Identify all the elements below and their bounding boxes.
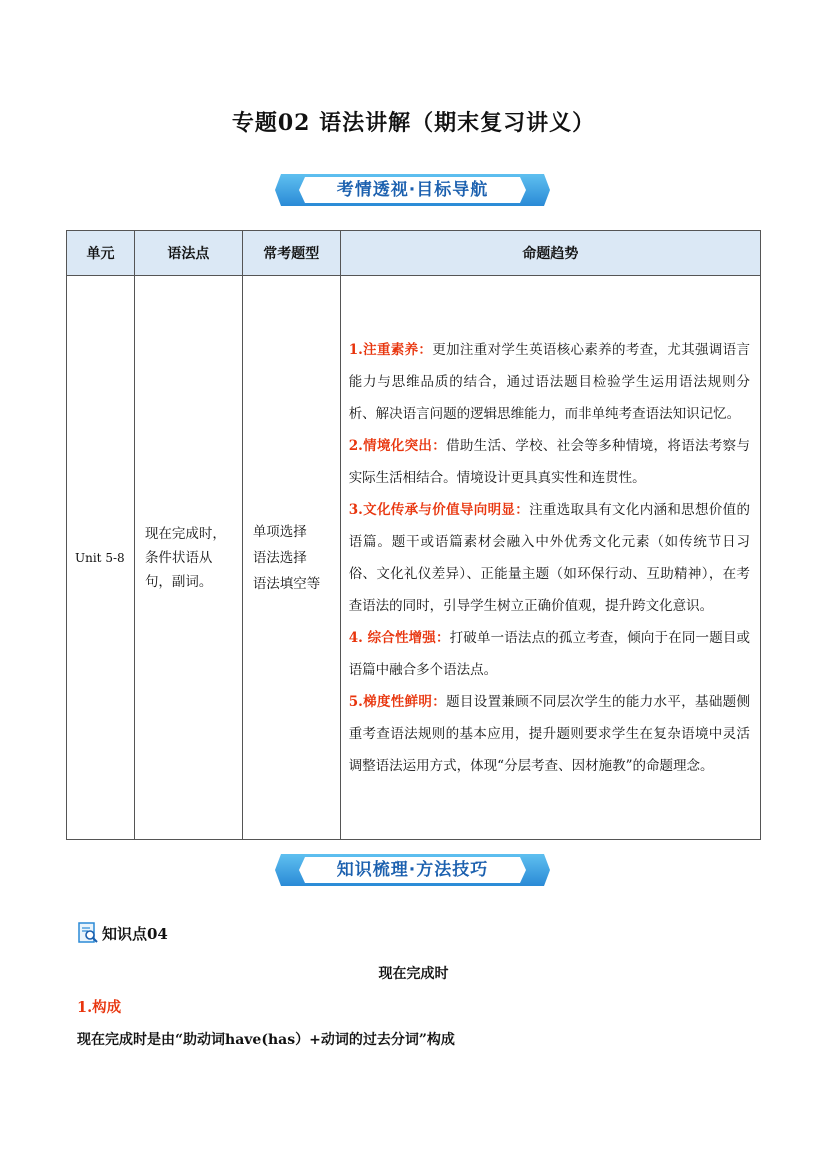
- trend-label: 4. 综合性增强：: [348, 629, 450, 646]
- trend-label: 5.梯度性鲜明：: [348, 693, 447, 710]
- banner-title: 知识梳理·方法技巧: [336, 860, 489, 880]
- header-grammar: 语法点: [134, 231, 242, 276]
- type-line: 语法填空等: [252, 575, 321, 592]
- trend-item: [349, 334, 750, 430]
- grammar-line: 条件状语从: [144, 549, 213, 566]
- banner-title: 考情透视·目标导航: [336, 180, 489, 200]
- trend-label: 3.文化传承与价值导向明显：: [348, 501, 530, 518]
- magnifier-document-icon: [77, 922, 99, 944]
- type-line: 语法选择: [252, 549, 307, 566]
- trend-label: 2.情境化突出：: [348, 437, 447, 454]
- type-line: 单项选择: [252, 523, 307, 540]
- cell-unit: Unit 5-8: [67, 276, 135, 840]
- body-sentence: 现在完成时是由“助动词have(has）+动词的过去分词”构成: [77, 1032, 455, 1048]
- trend-label: 1.注重素养：: [348, 341, 433, 358]
- header-trend: 命题趋势: [340, 231, 760, 276]
- trend-text: 更加注重对学生英语核心素养的考查，尤其强调语言能力与思维品质的结合，通过语法题目检验学生运用语法规则分析、解决语言问题的逻辑思维能力，而非单纯考查语法知识记忆。: [348, 341, 751, 422]
- grammar-line: 句，副词。: [144, 573, 213, 590]
- trend-text: 题目设置兼顾不同层次学生的能力水平，基础题侧重考查语法规则的基本应用，提升题则要求学生在复杂语境中灵活调整语法运用方式，体现“分层考查、因材施教”的命题理念。: [348, 693, 751, 774]
- trend-item: [349, 430, 750, 494]
- section-heading: 1.构成: [77, 999, 122, 1016]
- knowledge-point-heading: [77, 922, 168, 944]
- page-title: 专题02 语法讲解（期末复习讲义）: [231, 110, 596, 136]
- trend-item: [349, 622, 750, 686]
- knowledge-point-label: 知识点04: [102, 924, 168, 943]
- trend-item: [349, 686, 750, 782]
- trend-item: [349, 494, 750, 622]
- cell-grammar: [134, 276, 242, 840]
- cell-question-types: [242, 276, 340, 840]
- cell-trend: [340, 276, 760, 840]
- table-header-row: [67, 231, 761, 276]
- header-question-types: 常考题型: [242, 231, 340, 276]
- grammar-line: 现在完成时，: [144, 525, 226, 542]
- exam-analysis-table: [66, 230, 761, 840]
- banner-knowledge-methods: [275, 848, 550, 892]
- trend-text: 借助生活、学校、社会等多种情境，将语法考察与实际生活相结合。情境设计更具真实性和连贯性。: [348, 437, 751, 486]
- table-row: [67, 276, 761, 840]
- topic-subtitle: 现在完成时: [378, 966, 449, 982]
- banner-exam-overview: [275, 168, 550, 212]
- trend-text: 注重选取具有文化内涵和思想价值的语篇。题干或语篇素材会融入中外优秀文化元素（如传统节日习俗、文化礼仪差异）、正能量主题（如环保行动、互助精神），在考查语法的同时，引导学生树立正确价值观，提升跨文化意识。: [348, 501, 751, 614]
- trend-text: 打破单一语法点的孤立考查，倾向于在同一题目或语篇中融合多个语法点。: [348, 629, 751, 678]
- header-unit: 单元: [67, 231, 135, 276]
